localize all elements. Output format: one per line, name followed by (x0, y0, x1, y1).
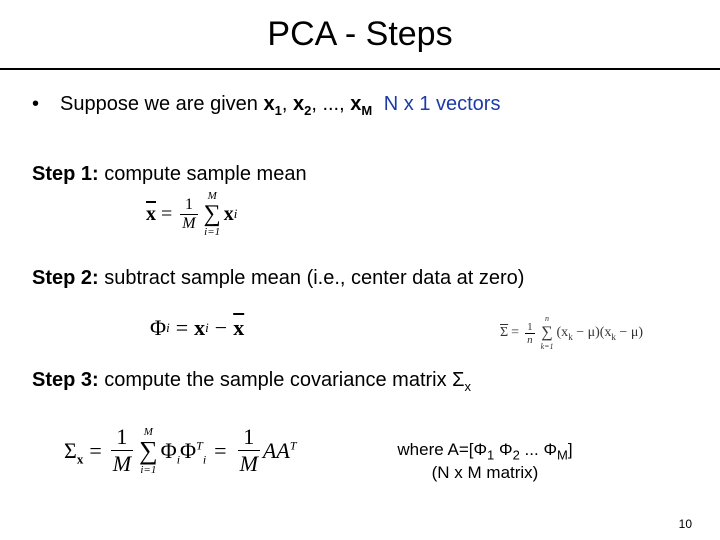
equation-sample-mean: $\overline{x}$ = $\frac{1}{M}$ M ∑ i=1 x i (146, 190, 238, 238)
step-1-heading (32, 162, 307, 186)
slide-title: PCA - Steps (267, 15, 453, 53)
equation-centered-data: Φ i = x i − $\overline{x}$ (150, 315, 245, 340)
bullet-given-vectors: • Suppose we are given $x_1$, $x_2$, ..., $x_M$ N x 1 vectors (32, 93, 501, 118)
page-number: 10 (678, 517, 692, 531)
bullet-tail: N x 1 vectors (383, 93, 501, 115)
vector-xM: $x_M$ (350, 93, 373, 118)
step-3-heading (32, 368, 471, 392)
bullet-mark: • (32, 93, 40, 115)
equation-sample-covariance: $\Sigma_x$ = $\frac{1}{M}$ M ∑ i=1 $\Phi_i\Phi^T_i$ = $\frac{1}{M}$ $AA^T$ (64, 424, 297, 476)
step-1-text: compute sample mean (104, 163, 307, 185)
bullet-lead: Suppose we are given (60, 93, 258, 115)
matrix-a-definition: where $A=[\Phi_1$ $\Phi_2$ ... $\Phi_M$] (397, 440, 573, 463)
step-1-label: Step 1: (32, 163, 99, 185)
step-2-label: Step 2: (32, 267, 99, 289)
step-3-subscript: x (464, 379, 472, 394)
vector-x1: $x_1$ (263, 93, 282, 118)
step-2-heading (32, 266, 524, 290)
title-divider (0, 68, 720, 70)
equation-covariance-definition: $\overline{\Sigma}$ = $\frac{1}{n}$ n ∑ k=1 $(x_k - \mu)(x_k - \mu)$ (500, 314, 643, 351)
vector-x2: $x_2$ (292, 93, 312, 118)
matrix-a-size: (N x M matrix) (431, 463, 539, 482)
matrix-a-note (380, 438, 590, 484)
step-3-label: Step 3: (32, 369, 99, 391)
step-2-text: subtract sample mean (i.e., center data at zero) (104, 267, 525, 289)
step-3-text: compute the sample covariance matrix Σ (104, 369, 465, 391)
